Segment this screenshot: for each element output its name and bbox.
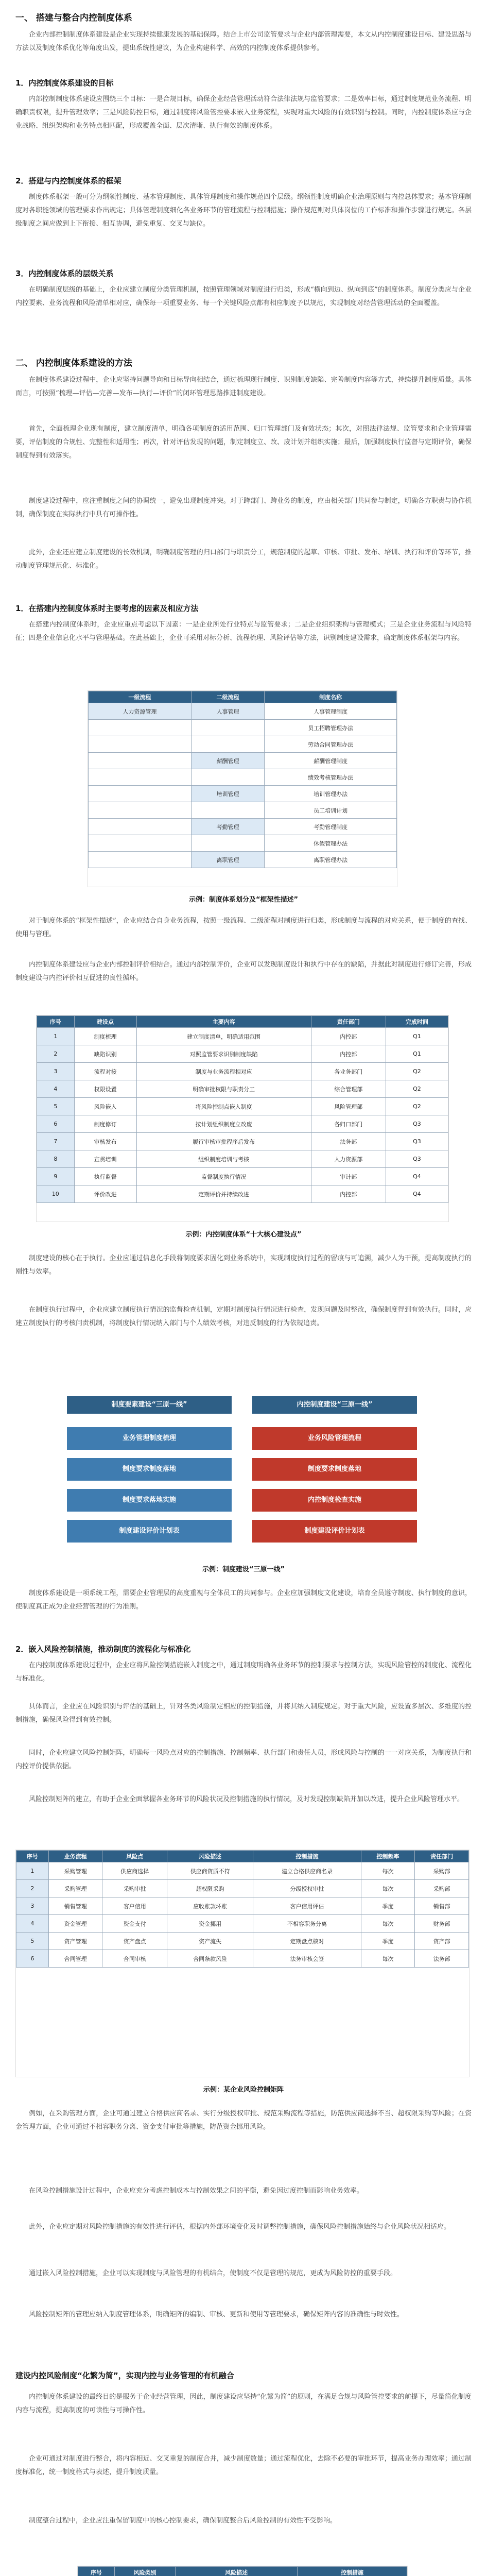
paragraph: 内部控制制度体系建设应围绕三个目标：一是合规目标，确保企业经营管理活动符合法律法规与监管要求；二是效率目标，通过制度规范业务流程、明确职责权限，提升管理效率；三是风险防控目标，通过制度将风险管控要求嵌入业务流程，实现对重大风险的有效识别与控制。同时，内控制度体系应与企业战略、组织架构和业务特点相匹配，形成覆盖全面、层次清晰、执行有效的制度体系。 bbox=[15, 95, 472, 130]
table-cell: 法务审核会签 bbox=[253, 1950, 361, 1968]
table-row bbox=[89, 786, 397, 802]
table-row bbox=[37, 1133, 448, 1150]
table-row bbox=[89, 835, 397, 852]
table-cell: 人力资源部 bbox=[311, 1150, 386, 1168]
table-cell: 4 bbox=[16, 1915, 49, 1933]
figure-1-caption: 示例：制度体系划分及“框架性描述” bbox=[188, 896, 299, 904]
table-cell: 流程对接 bbox=[74, 1063, 136, 1080]
figure-4-caption: 示例：某企业风险控制矩阵 bbox=[203, 2086, 284, 2094]
fig1-l1-cell bbox=[89, 802, 192, 819]
table-row bbox=[16, 1933, 469, 1950]
fig2-head-cell: 完成时间 bbox=[386, 1016, 448, 1028]
fig1-l1-cell bbox=[89, 786, 192, 802]
table-cell: 季度 bbox=[361, 1933, 415, 1950]
table-cell: 资产管理 bbox=[48, 1933, 102, 1950]
section-3 bbox=[15, 1643, 472, 1654]
table-cell: 4 bbox=[37, 1080, 75, 1098]
fig1-doc-cell: 员工招聘管理办法 bbox=[265, 720, 397, 736]
fig5-header-row bbox=[78, 2567, 407, 2576]
table-cell: 1 bbox=[16, 1862, 49, 1880]
figure-3-diagram bbox=[57, 1391, 427, 1556]
paragraph: 在内控制度体系建设过程中，企业应将风险控制措施嵌入制度之中，通过制度明确各业务环节的控制要求与控制方法，实现风险管控的制度化、流程化与标准化。 bbox=[15, 1662, 472, 1683]
section-1-3-title: 3．内控制度体系的层级关系 bbox=[15, 269, 114, 278]
fig1-l2-cell: 离职管理 bbox=[191, 852, 265, 868]
fig2-head-cell: 责任部门 bbox=[311, 1016, 386, 1028]
table-cell: 按计划组织制度立改废 bbox=[136, 1115, 311, 1133]
table-cell: 履行审核审批程序后发布 bbox=[136, 1133, 311, 1150]
table-cell: 宣贯培训 bbox=[74, 1150, 136, 1168]
table-cell: 采购部 bbox=[415, 1880, 469, 1897]
table-cell: Q2 bbox=[386, 1080, 448, 1098]
table-cell: 采购审批 bbox=[102, 1880, 167, 1897]
figure-4-table bbox=[15, 1850, 469, 2077]
table-row bbox=[16, 1862, 469, 1880]
table-cell: 建立制度清单，明确适用范围 bbox=[136, 1028, 311, 1045]
section-1-3 bbox=[15, 268, 472, 279]
paragraph: 制度整合过程中，企业应注重保留制度中的核心控制要求，确保制度整合后风险控制的有效性不受影响。 bbox=[29, 2517, 337, 2524]
fig1-doc-cell: 考勤管理制度 bbox=[265, 819, 397, 835]
section-4-text-1 bbox=[15, 2391, 472, 2417]
section-3-text-4 bbox=[15, 1793, 472, 1806]
fig1-l2-cell: 薪酬管理 bbox=[191, 753, 265, 769]
table-cell: 资产流失 bbox=[167, 1933, 253, 1950]
table-cell: 合同管理 bbox=[48, 1950, 102, 1968]
section-4 bbox=[15, 2370, 472, 2381]
table-cell: 5 bbox=[16, 1933, 49, 1950]
paragraph: 制度体系建设是一项系统工程，需要企业管理层的高度重视与全体员工的共同参与。企业应加强制度文化建设，培育全员遵守制度、执行制度的意识，使制度真正成为企业经营管理的行为准则。 bbox=[15, 1589, 472, 1611]
fig1-doc-cell: 劳动合同管理办法 bbox=[265, 736, 397, 753]
paragraph: 此外，企业还应建立制度建设的长效机制，明确制度管理的归口部门与职责分工，规范制度的起草、审核、审批、发布、培训、执行和评价等环节，推动制度管理规范化、标准化。 bbox=[15, 549, 472, 570]
table-cell: 监督制度执行情况 bbox=[136, 1168, 311, 1185]
table-cell: Q3 bbox=[386, 1115, 448, 1133]
fig3-left-title: 制度要素建设“三原一线” bbox=[67, 1396, 232, 1414]
paragraph: 企业内部控制制度体系建设是企业实现持续健康发展的基础保障。结合上市公司监管要求与企业内部管理需要，本文从内控制度建设目标、建设思路与方法以及制度体系优化等角度出发，提出系统性建议，为企业构建科学、高效的内控制度体系提供参考。 bbox=[15, 31, 472, 52]
section-2-1-text-4 bbox=[15, 1252, 472, 1279]
table-cell: 风险嵌入 bbox=[74, 1098, 136, 1115]
table-row bbox=[37, 1115, 448, 1133]
table-row bbox=[89, 720, 397, 736]
table-cell: 3 bbox=[37, 1063, 75, 1080]
table-row bbox=[37, 1080, 448, 1098]
fig1-table bbox=[88, 691, 397, 868]
section-1-2-title: 2．搭建与内控制度体系的框架 bbox=[15, 176, 121, 185]
fig4-head-cell: 风险描述 bbox=[167, 1851, 253, 1862]
table-cell: 内控部 bbox=[311, 1045, 386, 1063]
table-row bbox=[89, 802, 397, 819]
paragraph: 企业可通过对制度进行整合，将内容相近、交叉重复的制度合并，减少制度数量；通过流程优化，去除不必要的审批环节，提高业务办理效率；通过制度标准化，统一制度格式与表述，提升制度质量。 bbox=[15, 2455, 472, 2476]
section-4-text-2 bbox=[15, 2452, 472, 2479]
section-2-1-text-3 bbox=[15, 958, 472, 985]
paragraph: 在搭建内控制度体系时，企业应重点考虑以下因素：一是企业所处行业特点与监管要求；二是企业组织架构与管理模式；三是企业业务流程与风险特征；四是企业信息化水平与管理基础。在此基础上，企业可采用对标分析、流程梳理、风险评估等方法，识别制度建设需求，确定制度体系框架与内容。 bbox=[15, 621, 472, 642]
table-cell: 制度与业务流程相对应 bbox=[136, 1063, 311, 1080]
table-cell: 2 bbox=[37, 1045, 75, 1063]
fig2-head-cell: 序号 bbox=[37, 1016, 75, 1028]
table-cell: 每次 bbox=[361, 1862, 415, 1880]
table-cell: 审核发布 bbox=[74, 1133, 136, 1150]
section-1-3-text bbox=[15, 283, 472, 310]
table-cell: 权限设置 bbox=[74, 1080, 136, 1098]
fig1-l2-cell: 培训管理 bbox=[191, 786, 265, 802]
table-cell: 季度 bbox=[361, 1897, 415, 1915]
fig4-head-cell: 风险点 bbox=[102, 1851, 167, 1862]
section-3-text-8 bbox=[15, 2267, 472, 2280]
table-cell: 制度修订 bbox=[74, 1115, 136, 1133]
table-cell: 6 bbox=[16, 1950, 49, 1968]
table-cell: Q1 bbox=[386, 1028, 448, 1045]
fig4-head-cell: 责任部门 bbox=[415, 1851, 469, 1862]
fig3-item: 制度建设评价计划表 bbox=[67, 1520, 232, 1543]
section-2-1-text-6 bbox=[15, 1587, 472, 1614]
table-cell: 采购部 bbox=[415, 1862, 469, 1880]
fig1-head-cell: 制度名称 bbox=[265, 691, 397, 703]
paragraph: 在制度体系建设过程中，企业应坚持问题导向和目标导向相结合，通过梳理现行制度、识别制度缺陷、完善制度内容等方式，持续提升制度质量。具体而言，可按照“梳理—评估—完善—发布—执行—评价”的闭环管理思路推进制度建设。 bbox=[15, 376, 472, 397]
fig4-body bbox=[16, 1862, 469, 1968]
section-1-1-title: 1．内控制度体系建设的目标 bbox=[15, 78, 114, 88]
table-cell: 定期评价并持续改进 bbox=[136, 1185, 311, 1203]
table-cell: 资产盘点 bbox=[102, 1933, 167, 1950]
table-cell: 7 bbox=[37, 1133, 75, 1150]
section-4-title: 建设内控风险制度“化繁为简”，实现内控与业务管理的有机融合 bbox=[15, 2371, 234, 2380]
fig3-item: 制度要求落地实施 bbox=[67, 1489, 232, 1512]
fig5-head-cell: 序号 bbox=[78, 2567, 115, 2576]
fig1-doc-cell: 绩效考核管理办法 bbox=[265, 769, 397, 786]
table-cell: Q2 bbox=[386, 1063, 448, 1080]
table-row bbox=[89, 703, 397, 720]
fig4-head-cell: 控制频率 bbox=[361, 1851, 415, 1862]
table-cell: 采购管理 bbox=[48, 1880, 102, 1897]
table-cell: 定期盘点核对 bbox=[253, 1933, 361, 1950]
fig5-head-cell: 风险描述 bbox=[176, 2567, 298, 2576]
table-cell: 建立合格供应商名录 bbox=[253, 1862, 361, 1880]
fig1-l1-cell bbox=[89, 720, 192, 736]
section-3-text-2 bbox=[15, 1700, 472, 1727]
fig1-l2-cell: 人事管理 bbox=[191, 703, 265, 720]
table-cell: 对照监管要求识别制度缺陷 bbox=[136, 1045, 311, 1063]
table-row bbox=[37, 1168, 448, 1185]
fig1-doc-cell: 培训管理办法 bbox=[265, 786, 397, 802]
table-row bbox=[16, 1950, 469, 1968]
fig2-table bbox=[37, 1015, 448, 1203]
table-row bbox=[89, 769, 397, 786]
paragraph: 同时，企业应建立风险控制矩阵，明确每一风险点对应的控制措施、控制频率、执行部门和责任人员，形成风险与控制的一一对应关系，为制度执行和内控评价提供依据。 bbox=[15, 1749, 472, 1770]
section-4-text-3 bbox=[15, 2514, 472, 2528]
paragraph: 制度体系框架一般可分为纲领性制度、基本管理制度、具体管理制度和操作规范四个层级。纲领性制度明确企业治理原则与内控总体要求；基本管理制度对各职能领域的管理要求作出规定；具体管理制度细化各业务环节的管理流程与控制措施；操作规范则对具体岗位的工作标准和操作步骤进行规定。各层级制度之间应做到上下衔接、相互协调，避免重复、交叉与缺位。 bbox=[15, 193, 472, 228]
section-1-title-block bbox=[15, 10, 472, 23]
fig3-item: 制度建设评价计划表 bbox=[252, 1520, 417, 1543]
fig4-head-cell: 业务流程 bbox=[48, 1851, 102, 1862]
fig3-right-title: 内控制度建设“三原一线” bbox=[252, 1396, 417, 1414]
table-row bbox=[37, 1063, 448, 1080]
paragraph: 风险控制矩阵的建立，有助于企业全面掌握各业务环节的风险状况及控制措施的执行情况，及时发现控制缺陷并加以改进，提升企业风险管理水平。 bbox=[29, 1795, 464, 1803]
table-row bbox=[37, 1098, 448, 1115]
table-row bbox=[37, 1028, 448, 1045]
fig1-l2-cell bbox=[191, 769, 265, 786]
fig2-head-cell: 建设点 bbox=[74, 1016, 136, 1028]
fig1-l1-cell bbox=[89, 852, 192, 868]
table-cell: 1 bbox=[37, 1028, 75, 1045]
table-cell: 供应商资质不符 bbox=[167, 1862, 253, 1880]
table-cell: 制度梳理 bbox=[74, 1028, 136, 1045]
fig1-head-cell: 二级流程 bbox=[191, 691, 265, 703]
fig4-header-row bbox=[16, 1851, 469, 1862]
fig5-head-cell: 风险类别 bbox=[115, 2567, 176, 2576]
table-cell: 内控部 bbox=[311, 1028, 386, 1045]
fig1-doc-cell: 休假管理办法 bbox=[265, 835, 397, 852]
fig3-item: 业务风险管理流程 bbox=[252, 1427, 417, 1450]
paragraph: 通过嵌入风险控制措施，企业可以实现制度与风险管理的有机结合，使制度不仅是管理的规范，更成为风险防控的重要手段。 bbox=[29, 2269, 397, 2277]
fig1-l2-cell bbox=[191, 802, 265, 819]
fig1-l2-cell bbox=[191, 736, 265, 753]
table-cell: 综合管理部 bbox=[311, 1080, 386, 1098]
section-2-text-1 bbox=[15, 374, 472, 400]
section-1-1-text bbox=[15, 93, 472, 133]
table-cell: 销售部 bbox=[415, 1897, 469, 1915]
table-cell: 法务部 bbox=[311, 1133, 386, 1150]
paragraph: 此外，企业应定期对风险控制措施的有效性进行评估，根据内外部环境变化及时调整控制措施，确保风险控制措施始终与企业风险状况相适应。 bbox=[29, 2223, 451, 2231]
table-cell: 资产部 bbox=[415, 1933, 469, 1950]
paragraph: 具体而言，企业应在风险识别与评估的基础上，针对各类风险制定相应的控制措施，并将其纳入制度规定。对于重大风险，应设置多层次、多维度的控制措施，确保风险得到有效控制。 bbox=[15, 1703, 472, 1724]
section-1-intro bbox=[15, 28, 472, 55]
section-3-text-6 bbox=[15, 2184, 472, 2198]
table-cell: 资金管理 bbox=[48, 1915, 102, 1933]
table-cell: 法务部 bbox=[415, 1950, 469, 1968]
table-cell: 5 bbox=[37, 1098, 75, 1115]
fig1-l1-cell bbox=[89, 736, 192, 753]
table-row bbox=[37, 1045, 448, 1063]
table-cell: 审计部 bbox=[311, 1168, 386, 1185]
table-cell: 将风险控制点嵌入制度 bbox=[136, 1098, 311, 1115]
fig1-l2-cell: 考勤管理 bbox=[191, 819, 265, 835]
table-row bbox=[89, 753, 397, 769]
table-cell: 采购管理 bbox=[48, 1862, 102, 1880]
fig2-body bbox=[37, 1028, 448, 1203]
table-cell: 超权限采购 bbox=[167, 1880, 253, 1897]
table-row bbox=[37, 1150, 448, 1168]
table-cell: 风险管理部 bbox=[311, 1098, 386, 1115]
fig3-item: 内控制度检查实施 bbox=[252, 1489, 417, 1512]
figure-2-caption: 示例：内控制度体系“十大核心建设点” bbox=[185, 1231, 302, 1239]
table-cell: 10 bbox=[37, 1185, 75, 1203]
table-cell: 8 bbox=[37, 1150, 75, 1168]
table-cell: 合同条款风险 bbox=[167, 1950, 253, 1968]
section-3-text-9 bbox=[15, 2308, 472, 2321]
table-row bbox=[37, 1185, 448, 1203]
table-cell: 客户信用 bbox=[102, 1897, 167, 1915]
fig4-head-cell: 控制措施 bbox=[253, 1851, 361, 1862]
fig1-l2-cell bbox=[191, 835, 265, 852]
table-cell: 每次 bbox=[361, 1950, 415, 1968]
table-cell: 应收账款坏账 bbox=[167, 1897, 253, 1915]
table-cell: 资金挪用 bbox=[167, 1915, 253, 1933]
paragraph: 在制度执行过程中，企业应建立制度执行情况的监督检查机制，定期对制度执行情况进行检查，发现问题及时整改，确保制度得到有效执行。同时，应建立制度执行的考核问责机制，将制度执行情况纳入部门与个人绩效考核，对违反制度的行为依规追责。 bbox=[15, 1306, 472, 1327]
section-1-1 bbox=[15, 77, 472, 88]
fig5-head-cell: 控制措施 bbox=[297, 2567, 407, 2576]
section-2-1-text-2 bbox=[15, 914, 472, 941]
section-1-2 bbox=[15, 175, 472, 186]
section-3-text-5 bbox=[15, 2107, 472, 2134]
table-row bbox=[89, 736, 397, 753]
figure-1-table bbox=[88, 690, 397, 887]
section-2-title: 二、 内控制度体系建设的方法 bbox=[15, 358, 132, 368]
fig1-doc-cell: 薪酬管理制度 bbox=[265, 753, 397, 769]
section-1-2-text bbox=[15, 191, 472, 231]
fig1-doc-cell: 离职管理办法 bbox=[265, 852, 397, 868]
fig3-item: 业务管理制度梳理 bbox=[67, 1427, 232, 1450]
table-cell: Q4 bbox=[386, 1168, 448, 1185]
table-cell: 内控部 bbox=[311, 1185, 386, 1203]
table-cell: Q4 bbox=[386, 1185, 448, 1203]
fig2-head-cell: 主要内容 bbox=[136, 1016, 311, 1028]
fig3-item: 制度要求制度落地 bbox=[252, 1458, 417, 1481]
table-cell: Q3 bbox=[386, 1133, 448, 1150]
paragraph: 内控制度体系建设的最终目的是服务于企业经营管理，因此，制度建设应坚持“化繁为简”的原则，在满足合规与风险管控要求的前提下，尽量简化制度内容与流程，提高制度的可读性与可操作性。 bbox=[15, 2393, 472, 2414]
fig4-head-cell: 序号 bbox=[16, 1851, 49, 1862]
section-1-title: 一、 搭建与整合内控制度体系 bbox=[15, 13, 132, 23]
table-cell: 供应商选择 bbox=[102, 1862, 167, 1880]
section-2-1 bbox=[15, 603, 472, 614]
section-2-1-text bbox=[15, 618, 472, 645]
table-cell: 明确审批权限与职责分工 bbox=[136, 1080, 311, 1098]
section-3-text-7 bbox=[15, 2221, 472, 2234]
table-cell: Q3 bbox=[386, 1150, 448, 1168]
fig1-header-row bbox=[89, 691, 397, 703]
table-cell: 各归口部门 bbox=[311, 1115, 386, 1133]
figure-5-table bbox=[77, 2566, 408, 2576]
fig1-l1-cell bbox=[89, 819, 192, 835]
section-2 bbox=[15, 355, 472, 368]
table-cell: 组织制度培训与考核 bbox=[136, 1150, 311, 1168]
paragraph: 在明确制度层级的基础上，企业应建立制度分类管理机制，按照管理领域对制度进行归类，形成“横向到边、纵向到底”的制度体系。制度分类应与企业内控要素、业务流程和风险清单相对应，确保每一项重要业务、每一个关键风险点都有相应制度予以规范，实现制度对经营管理活动的全面覆盖。 bbox=[15, 286, 472, 307]
fig5-table bbox=[78, 2566, 407, 2576]
fig1-l1-cell: 人力资源管理 bbox=[89, 703, 192, 720]
paragraph: 例如，在采购管理方面，企业可通过建立合格供应商名录、实行分级授权审批、规范采购流程等措施，防范供应商选择不当、超权限采购等风险；在资金管理方面，企业可通过不相容职务分离、资金支付审批等措施，防范资金挪用风险。 bbox=[15, 2110, 472, 2131]
section-3-title: 2．嵌入风险控制措施，推动制度的流程化与标准化 bbox=[15, 1645, 191, 1654]
section-2-text-3 bbox=[15, 495, 472, 521]
fig3-item: 制度要求制度落地 bbox=[67, 1458, 232, 1481]
table-cell: 评价改进 bbox=[74, 1185, 136, 1203]
table-cell: 财务部 bbox=[415, 1915, 469, 1933]
fig1-l1-cell bbox=[89, 835, 192, 852]
table-cell: 6 bbox=[37, 1115, 75, 1133]
table-cell: 合同审核 bbox=[102, 1950, 167, 1968]
table-cell: 2 bbox=[16, 1880, 49, 1897]
table-cell: 9 bbox=[37, 1168, 75, 1185]
table-cell: 客户信用评估 bbox=[253, 1897, 361, 1915]
table-row bbox=[89, 852, 397, 868]
table-cell: 每次 bbox=[361, 1915, 415, 1933]
paragraph: 风险控制矩阵的管理应纳入制度管理体系，明确矩阵的编制、审核、更新和使用等管理要求，确保矩阵内容的准确性与时效性。 bbox=[29, 2311, 404, 2318]
fig1-doc-cell: 员工培训计划 bbox=[265, 802, 397, 819]
fig1-l1-cell bbox=[89, 769, 192, 786]
paragraph: 内控制度体系建设应与企业内部控制评价相结合。通过内部控制评价，企业可以发现制度设计和执行中存在的缺陷，并据此对制度进行修订完善，形成制度建设与内控评价相互促进的良性循环。 bbox=[15, 961, 472, 982]
section-2-1-text-5 bbox=[15, 1303, 472, 1330]
paragraph: 首先，全面梳理企业现有制度，建立制度清单，明确各项制度的适用范围、归口管理部门及有效状态；其次，对照法律法规、监管要求和企业管理需要，评估制度的合规性、完整性和适用性；再次，针对评估发现的问题，制定制度立、改、废计划并组织实施；最后，加强制度执行监督与定期评价，确保制度得到有效落实。 bbox=[15, 425, 472, 460]
section-3-text-3 bbox=[15, 1747, 472, 1773]
table-cell: 销售管理 bbox=[48, 1897, 102, 1915]
paragraph: 制度建设过程中，应注重制度之间的协调统一，避免出现制度冲突。对于跨部门、跨业务的制度，应由相关部门共同参与制定，明确各方职责与协作机制，确保制度在实际执行中具有可操作性。 bbox=[15, 497, 472, 518]
table-cell: 缺陷识别 bbox=[74, 1045, 136, 1063]
paragraph: 制度建设的核心在于执行。企业应通过信息化手段将制度要求固化到业务系统中，实现制度执行过程的留痕与可追溯，减少人为干预，提高制度执行的刚性与效率。 bbox=[15, 1255, 472, 1276]
table-row bbox=[16, 1915, 469, 1933]
fig1-l1-cell bbox=[89, 753, 192, 769]
section-3-text-1 bbox=[15, 1659, 472, 1686]
table-cell: Q1 bbox=[386, 1045, 448, 1063]
paragraph: 对于制度体系的“框架性描述”，企业应结合自身业务流程，按照一级流程、二级流程对制度进行归类，形成制度与流程的对应关系，便于制度的查找、使用与管理。 bbox=[15, 917, 472, 938]
table-row bbox=[16, 1897, 469, 1915]
fig1-head-cell: 一级流程 bbox=[89, 691, 192, 703]
table-cell: Q2 bbox=[386, 1098, 448, 1115]
section-2-text-4 bbox=[15, 546, 472, 573]
table-row bbox=[89, 819, 397, 835]
fig1-body bbox=[89, 703, 397, 868]
paragraph: 在风险控制措施设计过程中，企业应充分考虑控制成本与控制效果之间的平衡，避免因过度控制而影响业务效率。 bbox=[29, 2187, 364, 2195]
table-cell: 不相容职务分离 bbox=[253, 1915, 361, 1933]
table-cell: 每次 bbox=[361, 1880, 415, 1897]
section-2-text-2 bbox=[15, 422, 472, 463]
table-row bbox=[16, 1880, 469, 1897]
table-cell: 执行监督 bbox=[74, 1168, 136, 1185]
section-2-1-title: 1．在搭建内控制度体系时主要考虑的因素及相应方法 bbox=[15, 604, 199, 613]
table-cell: 3 bbox=[16, 1897, 49, 1915]
figure-3-caption: 示例：制度建设“三原一线” bbox=[202, 1566, 285, 1573]
table-cell: 各业务部门 bbox=[311, 1063, 386, 1080]
table-cell: 资金支付 bbox=[102, 1915, 167, 1933]
fig1-l2-cell bbox=[191, 720, 265, 736]
figure-2-table bbox=[36, 1015, 449, 1222]
fig1-doc-cell: 人事管理制度 bbox=[265, 703, 397, 720]
table-cell: 分级授权审批 bbox=[253, 1880, 361, 1897]
fig2-header-row bbox=[37, 1016, 448, 1028]
fig4-table bbox=[16, 1850, 469, 1968]
